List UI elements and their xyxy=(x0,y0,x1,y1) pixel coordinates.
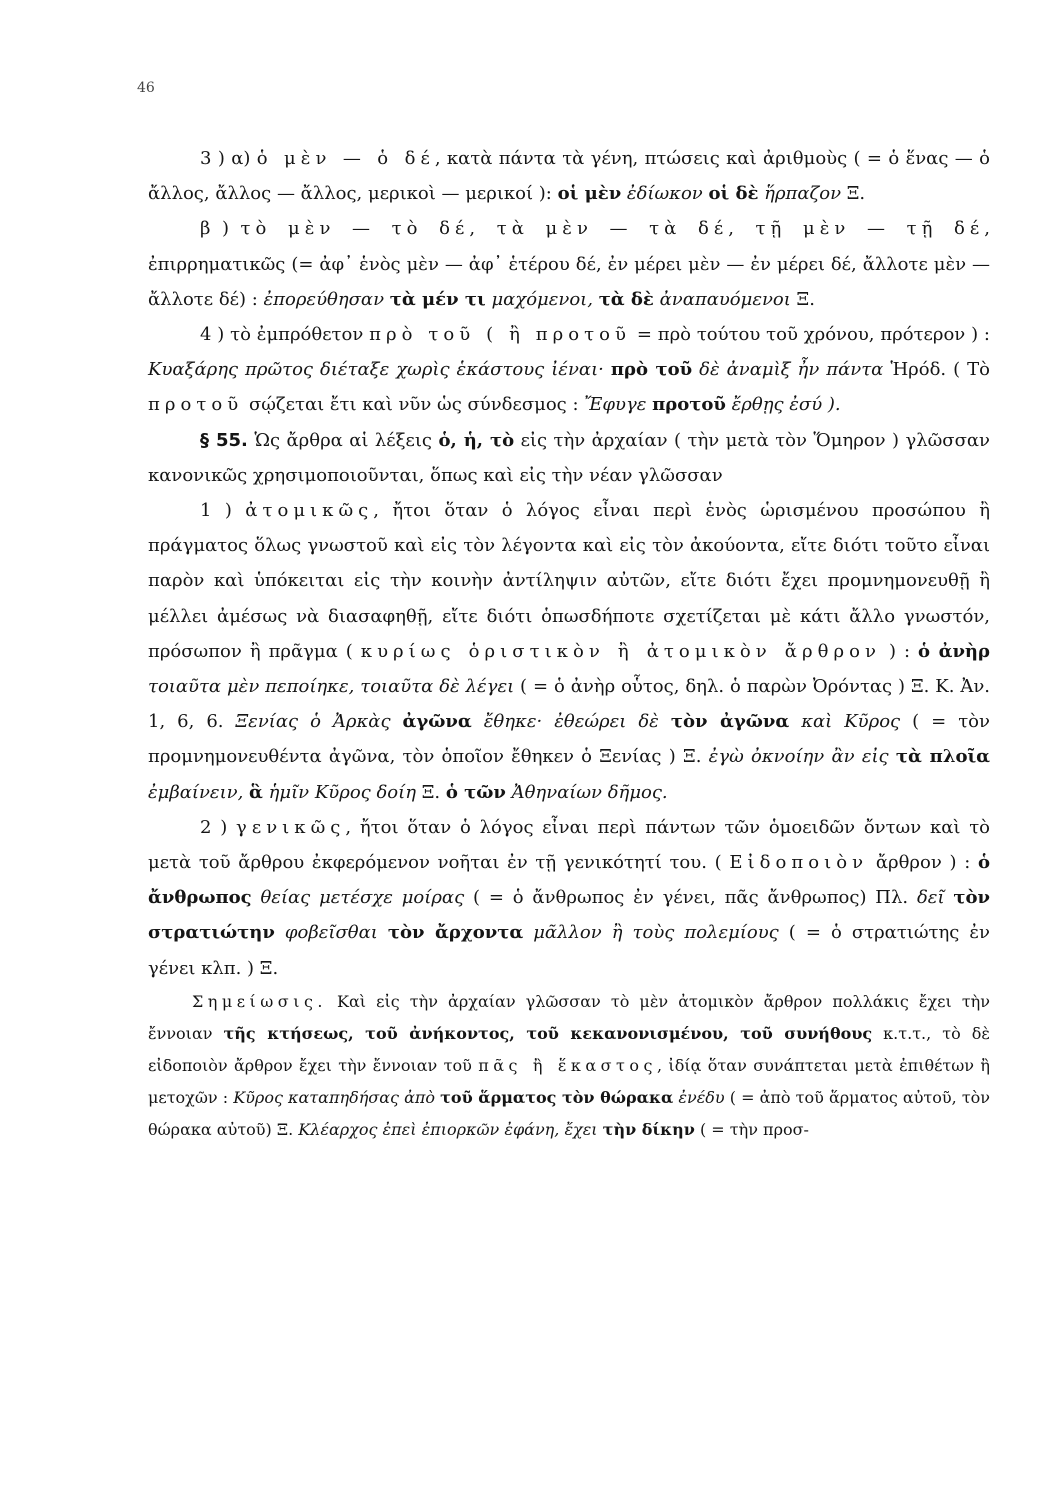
text-run: = πρὸ τούτου τοῦ χρόνου, πρότερον ) : xyxy=(631,324,990,346)
text-run: γενικῶς xyxy=(236,816,346,838)
text-run: ἔρθῃς ἐσύ ). xyxy=(731,394,841,416)
section-55-intro xyxy=(148,423,990,493)
text-run: , ἤτοι ὅταν ὁ λόγος εἶναι περὶ πάντων τῶν ὁμοειδῶν ὄντων καὶ τὸ μετὰ τοῦ ἄρθρου ἐκφερόμενον νοῆται ἐν τῇ γενικότητί του. ( xyxy=(148,816,990,874)
text-run: τὰ δὲ xyxy=(598,288,654,310)
text-run: ἀγῶνα xyxy=(402,711,472,733)
text-run: τὸν ἄρχοντα xyxy=(387,922,524,944)
text-run: τὴν δίκην xyxy=(602,1119,695,1139)
text-run: κ.τ.τ., τὸ δὲ εἰδοποιὸν ἄρθρον ἔχει τὴν ἔννοιαν τοῦ xyxy=(148,1023,991,1075)
text-run: Κῦρος καταπηδήσας ἀπὸ xyxy=(233,1087,436,1107)
text-run: Ξ. xyxy=(841,183,866,205)
text-run: ( = τὸν προμνημονευθέντα ἀγῶνα, τὸν ὁποῖον ἔθηκεν ὁ Ξενίας ) Ξ. xyxy=(148,711,990,768)
text-run: ἀναπαυόμενοι xyxy=(659,288,791,310)
section-55-point-2 xyxy=(148,810,990,986)
text-run: ( = τὴν προσ- xyxy=(694,1119,809,1139)
text-run: 2 ) xyxy=(200,816,237,838)
text-run: τὸ μὲν — τὸ δέ, τὰ μὲν — τὰ δέ, τῇ μὲν — τῇ δέ xyxy=(240,218,985,240)
text-run: τῆς κτήσεως, τοῦ ἀνήκοντος, τοῦ κεκανονισμένου, τοῦ συνήθους xyxy=(223,1023,873,1043)
note-paragraph xyxy=(148,986,990,1146)
text-run: μᾶλλον ἢ τοὺς πολεμίους xyxy=(533,922,779,944)
text-run: δεῖ xyxy=(916,887,945,909)
text-run xyxy=(391,711,403,732)
text-run: ἀτομικῶς xyxy=(245,500,374,522)
text-run: καὶ Κῦρος xyxy=(801,711,901,733)
text-run: Εἰδοποιὸν xyxy=(729,852,869,874)
text-run: ἔθηκε· ἐθεώρει δὲ xyxy=(483,711,659,733)
text-run: Σημείωσις. xyxy=(192,991,327,1011)
text-run: εἰς τὴν ἀρχαίαν ( τὴν μετὰ τὸν Ὅμηρον ) γλῶσσαν κανονικῶς χρησιμοποιοῦνται, ὅπως καὶ εἰς τὴν νέαν γλῶσσαν xyxy=(148,429,990,486)
text-run: , κατὰ πάντα τὰ γένη, πτώσεις καὶ ἀριθμοὺς ( = ὁ ἕνας — ὁ ἄλλος, ἄλλος — ἄλλος, μερικοὶ — μερικοί ): xyxy=(148,148,990,205)
text-run: ) : xyxy=(880,640,919,662)
text-run: , ἐπιρρηματικῶς (= ἀφ᾽ ἑνὸς μὲν — ἀφ᾽ ἑτέρου δέ, ἐν μέρει μὲν — ἐν μέρει δέ, ἄλλοτε μὲν — ἄλλοτε δέ) : xyxy=(148,218,991,310)
text-run: Κλέαρχος ἐπεὶ ἐπιορκῶν ἐφάνη, ἔχει xyxy=(298,1119,598,1139)
text-run: ( = ὁ ἄνθρωπος ἐν γένει, πᾶς ἄνθρωπος) Πλ. xyxy=(464,887,917,909)
text-run xyxy=(275,922,285,943)
text-run: ( = ὁ ἀνὴρ οὗτος, δηλ. ὁ παρὼν Ὀρόντας ) Ξ. Κ. Ἀν. 1, 6, 6. xyxy=(148,676,990,733)
text-run: Ἡρόδ. ( Τὸ xyxy=(883,359,991,381)
text-run: Ὡς ἄρθρα αἱ λέξεις xyxy=(247,429,439,451)
text-run: Ξ. xyxy=(415,781,446,803)
text-run: κυρίως ὁριστικὸν ἢ ἀτομικὸν ἄρθρον xyxy=(360,640,881,662)
text-run: οἱ δὲ xyxy=(708,183,759,205)
text-run: ἡμῖν Κῦρος δοίη xyxy=(268,781,416,803)
text-run: ἄρθρον ) : xyxy=(868,852,978,874)
page-number: 46 xyxy=(137,80,155,96)
section-55-point-1 xyxy=(148,493,990,810)
text-run: τοῦ ἅρματος τὸν θώρακα xyxy=(440,1087,674,1107)
text-run: ἃ xyxy=(249,781,263,803)
text-run: ὁ μὲν — ὁ δέ xyxy=(256,148,435,169)
text-run: Κυαξάρης πρῶτος διέταξε χωρὶς ἑκάστους ἰέναι· xyxy=(148,359,604,381)
text-run: ἐδίωκον xyxy=(626,183,703,205)
text-run xyxy=(523,922,533,943)
text-run: 3 ) α) xyxy=(200,148,257,169)
text-run: τοιαῦτα μὲν πεποίηκε, τοιαῦτα δὲ λέγει xyxy=(148,676,515,698)
text-run: ἥρπαζον xyxy=(764,183,842,205)
text-run: μαχόμενοι, xyxy=(491,288,593,310)
text-run: τὸν στρατιώτην xyxy=(148,887,990,944)
text-run: πρὸ τοῦ xyxy=(610,359,693,381)
paragraph-3-alpha xyxy=(148,141,990,211)
text-run: τὰ μέν τι xyxy=(389,288,486,310)
text-run: πᾶς ἢ ἕκαστος xyxy=(478,1055,657,1075)
text-run: Ξ. xyxy=(790,288,815,310)
text-run: φοβεῖσθαι xyxy=(284,922,378,944)
text-run: , ἤτοι ὅταν ὁ λόγος εἶναι περὶ ἑνὸς ὡρισμένου προσώπου ἢ πράγματος ὅλως γνωστοῦ καὶ εἰς τὸν λέγοντα καὶ εἰς τὸν ἀκούοντα, εἴτε διότι τοῦτο εἶναι παρὸν καὶ ὑπόκειται εἰς τὴν κοινὴν ἀντίληψιν αὐτῶν, εἴτε διότι ἔχει προμνημονευθῇ ἢ μέλλει ἀμέσως νὰ διασαφηθῇ, εἴτε διότι ὁπωσδήποτε σχετίζεται μὲ κάτι ἄλλο γνωστόν, πρόσωπον ἢ πρᾶγμα ( xyxy=(148,500,990,662)
paragraph-4 xyxy=(148,317,990,423)
text-run: τὰ πλοῖα xyxy=(895,746,991,768)
text-run: § 55. xyxy=(200,429,248,451)
text-run: 1 ) xyxy=(200,500,246,522)
text-run: , ἰδίᾳ ὅταν συνάπτεται μετὰ ἐπιθέτων ἢ μετοχῶν : xyxy=(148,1055,990,1107)
text-run xyxy=(789,711,801,732)
text-run: οἱ μὲν xyxy=(557,183,622,205)
text-run: Καὶ εἰς τὴν ἀρχαίαν γλῶσσαν τὸ μὲν ἀτομικὸν ἄρθρον πολλάκις ἔχει τὴν ἔννοιαν xyxy=(148,991,990,1043)
text-run: Ξενίας ὁ Ἀρκὰς xyxy=(235,711,391,733)
text-run: προτοῦ xyxy=(148,394,244,416)
text-run: Ἀθηναίων δῆμος. xyxy=(511,781,668,803)
text-run: θείας μετέσχε μοίρας xyxy=(260,887,465,909)
text-run: β ) xyxy=(200,218,241,240)
text-run: προτοῦ xyxy=(652,394,726,416)
text-run: ἐμβαίνειν, xyxy=(148,781,244,803)
text-run xyxy=(604,359,611,380)
text-run: ὁ ἄνθρωπος xyxy=(148,852,990,909)
text-run: 4 ) τὸ ἐμπρόθετον xyxy=(200,324,370,346)
text-run: ὁ, ἡ, τὸ xyxy=(438,429,515,451)
text-run: ἐγὼ ὀκνοίην ἂν εἰς xyxy=(708,746,889,768)
text-run: Ἔφυγε xyxy=(584,394,647,416)
text-run: ὁ τῶν xyxy=(445,781,506,803)
text-run: τὸν ἀγῶνα xyxy=(670,711,790,733)
text-run: σῴζεται ἔτι καὶ νῦν ὡς σύνδεσμος : xyxy=(243,394,585,416)
text-run xyxy=(378,922,388,943)
text-run xyxy=(659,711,671,732)
text-run: δὲ ἀναμὶξ ἦν πάντα xyxy=(699,359,884,381)
text-run: πρὸ τοῦ ( ἢ προτοῦ xyxy=(369,324,631,346)
text-run: ( = ὁ στρατιώτης ἐν γένει κλπ. ) Ξ. xyxy=(148,922,990,979)
text-run xyxy=(472,711,484,732)
text-run xyxy=(889,746,896,767)
paragraph-3-beta xyxy=(148,211,990,317)
text-run: ὁ ἀνὴρ xyxy=(918,640,990,662)
text-run: ( = ἀπὸ τοῦ ἅρματος αὐτοῦ, τὸν θώρακα αὐτοῦ) Ξ. xyxy=(148,1087,991,1139)
text-body xyxy=(148,141,990,1146)
text-run: ἐνέδυ xyxy=(678,1087,725,1107)
text-run: ἐπορεύθησαν xyxy=(263,288,385,310)
